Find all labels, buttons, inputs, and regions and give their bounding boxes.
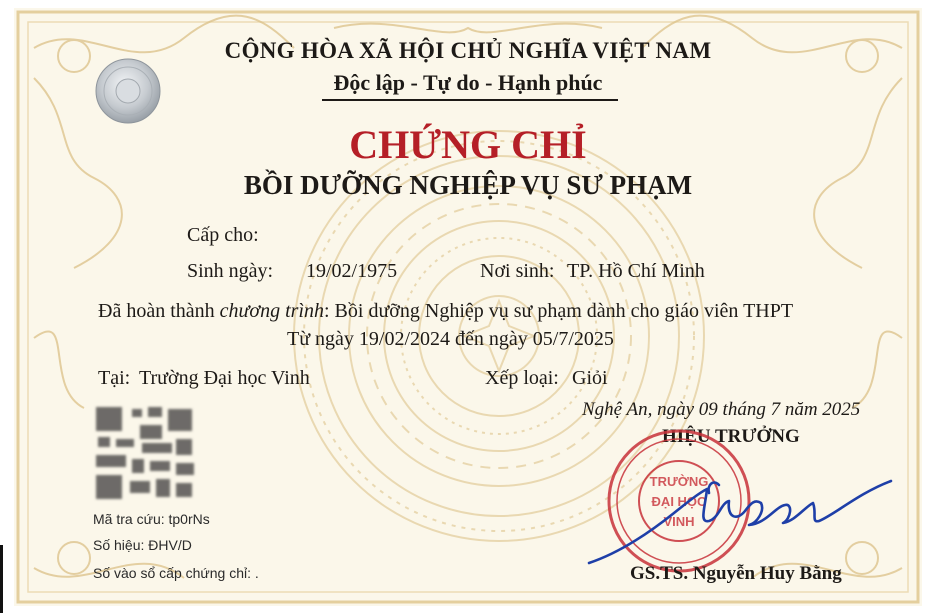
pob-value: TP. Hồ Chí Minh	[567, 260, 705, 282]
program-value: : Bồi dưỡng Nghiệp vụ sư phạm dành cho giáo viên THPT	[324, 300, 794, 322]
lookup-code: Mã tra cứu: tp0rNs	[93, 511, 210, 527]
qr-code-icon	[92, 403, 198, 503]
rector-title: HIỆU TRƯỞNG	[662, 426, 800, 447]
motto-underline	[322, 99, 618, 101]
serial-number: Số hiệu: ĐHV/D	[93, 537, 192, 553]
national-motto: Độc lập - Tự do - Hạnh phúc	[333, 70, 603, 95]
certificate-subtitle: BỒI DƯỠNG NGHIỆP VỤ SƯ PHẠM	[243, 170, 693, 200]
signer-name: GS.TS. Nguyễn Huy Bằng	[630, 563, 842, 584]
grade-value: Giỏi	[572, 367, 608, 389]
register-number: Số vào sổ cấp chứng chỉ: .	[93, 565, 259, 581]
issue-date: Nghệ An, ngày 09 tháng 7 năm 2025	[582, 399, 861, 420]
country-name: CỘNG HÒA XÃ HỘI CHỦ NGHĨA VIỆT NAM	[224, 38, 712, 63]
certificate-title: CHỨNG CHỈ	[349, 122, 587, 167]
program-line	[98, 300, 793, 323]
program-label: chương trình	[219, 300, 324, 322]
issued-to-label: Cấp cho:	[187, 224, 259, 246]
grade-label: Xếp loại:	[485, 367, 559, 389]
dob-value: 19/02/1975	[306, 260, 398, 282]
dob-label: Sinh ngày:	[187, 260, 274, 282]
stamp-bottom-text: VINH	[663, 514, 695, 529]
stamp-middle-text: ĐẠI HỌC	[651, 494, 707, 509]
place-label: Tại:	[98, 367, 131, 389]
place-value: Trường Đại học Vinh	[139, 367, 310, 389]
page-edge-line	[0, 545, 3, 613]
program-prefix: Đã hoàn thành	[98, 300, 220, 322]
certificate-card	[14, 8, 922, 606]
pob-label: Nơi sinh:	[480, 260, 555, 282]
program-period: Từ ngày 19/02/2024 đến ngày 05/7/2025	[287, 328, 614, 350]
stamp-top-text: TRƯỜNG	[649, 474, 709, 489]
